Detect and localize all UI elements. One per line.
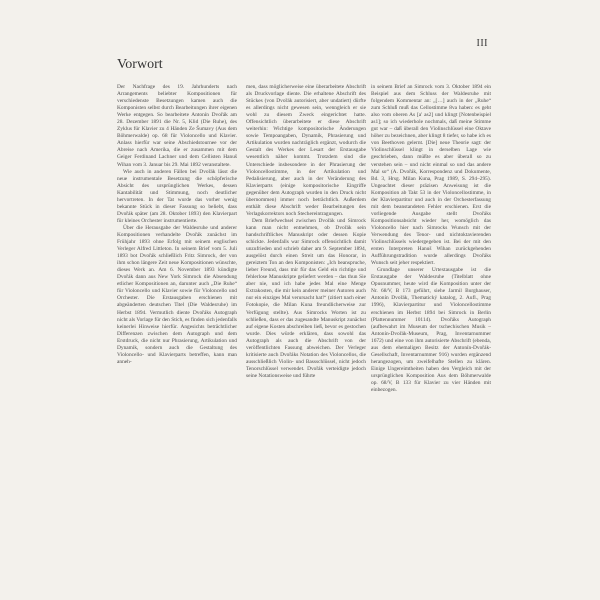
text-column-3 (371, 84, 491, 394)
text-column-2 (246, 84, 366, 380)
page-title: Vorwort (117, 57, 163, 72)
paragraph: men, dass möglicherweise eine überarbeitete Abschrift als Druckvorlage diente. Die erhaltene Abschrift des Stückes (von Dvořák autorisiert, aber undatiert) dürfte es allerdings nicht gewesen sein, wenngleich er sie wohl zu diesem Zweck eingerichtet hatte. Offensichtlich überarbeitete er diese Abschrift weiterhin: Wichtige kompositorische Änderungen sowie Tempoangaben, Dynamik, Phrasierung und Artikulation wurden nachträglich ergänzt, wodurch die Gestalt des Werkes der Lesart der Erstausgabe wesentlich näher kommt. Trotzdem sind die Unterschiede insbesondere in der Phrasierung der Violoncellostimme, in der Artikulation und Pedalisierung, aber auch in der Veränderung des Klavierparts (einige kompositorische Eingriffe gegenüber dem Autograph wurden in den Druck nicht übernommen) immer noch beträchtlich. Außerdem enthält diese Abschrift weder Bearbeitungen des Verlagskorrektors noch Stechereintragungen. (246, 84, 366, 217)
paragraph: Über die Herausgabe der Waldesruhe und anderer Kompositionen verhandelte Dvořák zunächst im Frühjahr 1893 ohne Erfolg mit seinem englischen Verleger Alfred Littleton. In seinem Brief vom 5. Juli 1893 bot Dvořák schließlich Fritz Simrock, der von ihm schon längere Zeit neue Kompositionen wünschte, dieses Werk an. Am 6. November 1893 kündigte Dvořák dann aus New York Simrock die Absendung etlicher Kompositionen an, darunter auch „Die Ruhe“ für Violoncello und Klavier sowie für Violoncello und Orchester. Die Erstausgaben erschienen mit abgeänderten deutschen Titel (Die Waldesruhe) im Herbst 1894. Vermutlich diente Dvořáks Autograph nicht als Vorlage für den Stich, es finden sich jedenfalls keinerlei Hinweise hierfür. Angesichts beträchtlicher Differenzen zwischen dem Autograph und dem Erstdruck, die nicht nur Phrasierung, Artikulation und Dynamik, sondern auch die Gestaltung des Violoncello- und Klavierparts betreffen, kann man anneh- (117, 224, 237, 365)
paragraph: in seinem Brief an Simrock vom 3. Oktober 1894 ein Beispiel aus dem Schluss der Waldesruhe mit folgendem Kommentar an: „[…] auch in der „Ruhe“ zum Schluß muß das Cellostimme 8va haben: es geht also vom oberen As [a′ as2] und klingt [Notenbeispiel as1]; so ich wiederhole nochmals, daß meine Stimme gut war – daß überall den Violinschlüssel eine Oktave höher zu bezeichnen, aber klingt 8 tiefer, so habe ich es von Beethoven gelernt. [Die] neue Theorie sagt: der Violinschlüssel klingt in derselben Lage wie geschrieben, dann müßte es aber überall so zu verstehen sein – und nicht einmal so und das andere Mal so“ (A. Dvořák, Korrespondenz und Dokumente, Bd. 3, Hrsg. Milan Kuna, Prag 1989, S. 294–295). Ungeachtet dieser präzisen Anweisung ist die Komposition ab Takt 53 in der Violoncellostimme, in der Klavierpartitur und auch in der Orchesterfassung mit dem beanstandeten Fehler erschienen. Erst die vorliegende Ausgabe stellt Dvořáks Kompositionsabsicht wieder her, womöglich das Violoncello hier nach Simrocks Wunsch mit der Verwendung des Tenor- und nichtoktavierenden Violinschlüssels wiedergegeben ist. Bei der mit den ersten Interpreten Hanuš Wihan zurückgehenden Aufführungstradition wurde allerdings Dvořáks Wunsch seit jeher respektiert. (371, 84, 491, 267)
paragraph: Dem Briefwechsel zwischen Dvořák und Simrock kann man nicht entnehmen, ob Dvořák sein handschriftliches Manuskript oder dessen Kopie schickte. Jedenfalls war Simrock offensichtlich damit unzufrieden und schrieb daher am 9. September 1894, ausgelöst durch einen Streit um das Honorar, in gereiztem Ton an den Komponisten: „Ich beanspruche, lieber Freund, dass mir für das Geld ein richtige und fehlerlose Manuskripte geliefert werden – das thun Sie aber nie, und ich habe jedes Mal eine Menge Extrakosten, die mir kein anderer meiner Autoren auch nur ein einziges Mal verursacht hat!“ (zitiert nach einer Fotokopie, die Milan Kuna freundlicherweise zur Verfügung stellte). Aus Simrocks Worten ist zu schließen, dass er das zugesandte Manuskript zunächst auf eigene Kosten abschreiben ließ, bevor es gestochen wurde. Dies würde erklären, dass sowohl das Autograph als auch die Abschrift von der veröffentlichten Fassung abweichen. Der Verleger kritisierte auch Dvořáks Notation des Violoncellos, die ausschließlich Violin- und Bassschlüssel, nicht jedoch Tenorschlüssel verwendet. Dvořák verteidigte jedoch seine Notationsweise und führte (246, 217, 366, 379)
page-number: III (476, 38, 488, 49)
text-column-1 (117, 84, 237, 366)
paragraph: Grundlage unserer Urtextausgabe ist die Erstausgabe der Waldesruhe (Titelblatt ohne Opusnummer, heute wird die Komposition unter der Nr. 68/V, B 173 geführt, siehe Jarmil Burghauser, Antonín Dvořák, Thematický katalog, 2. Aufl., Prag 1996), Klavierpartitur und Violoncellostimme erschienen im Herbst 1894 bei Simrock in Berlin (Plattennummer 10114). Dvořáks Autograph (aufbewahrt im Museum der tschechischen Musik – Antonín-Dvořák-Museum, Prag, Inventarnummer 1672) und eine von ihm autorisierte Abschrift (ebenda, aus dem ehemaligen Besitz der Antonín-Dvořák-Gesellschaft, Inventarnummer 916) wurden ergänzend herangezogen, um zweifelhafte Stellen zu klären. Einige Ungereimtheiten haben den Vergleich mit der ursprünglichen Komposition Aus dem Böhmerwalde op. 68/V, B 133 für Klavier zu vier Händen mit einbezogen. (371, 267, 491, 394)
paragraph: Wie auch in anderen Fällen bei Dvořák lässt die neue instrumentale Besetzung die schöpferische Absicht des ursprünglichen Werkes, dessen Kantabilität und Stimmung, noch deutlicher hervortreten. In der Tat wurde das vorher wenig bekannte Stück in dieser Fassung so beliebt, dass Dvořák später (am 28. Oktober 1893) den Klavierpart für kleines Orchester instrumentierte. (117, 168, 237, 224)
paragraph: Der Nachfrage des 19. Jahrhunderts nach Arrangements beliebter Kompositionen für verschiedenste Besetzungen kamen auch die Komponisten selbst durch Bearbeitungen ihrer eigenen Werke entgegen. So bearbeitete Antonín Dvořák am 28. Dezember 1891 die Nr. 5, Klid (Die Ruhe), des Zyklus für Klavier zu 4 Händen Ze Šumavy (Aus dem Böhmerwalde) op. 68 für Violoncello und Klavier. Anlass hierfür war seine Abschiedstournee vor der Abreise nach Amerika, die er zusammen mit dem Geiger Ferdinand Lachner und dem Cellisten Hanuš Wihan vom 3. Januar bis 29. Mai 1892 veranstaltete. (117, 84, 237, 168)
